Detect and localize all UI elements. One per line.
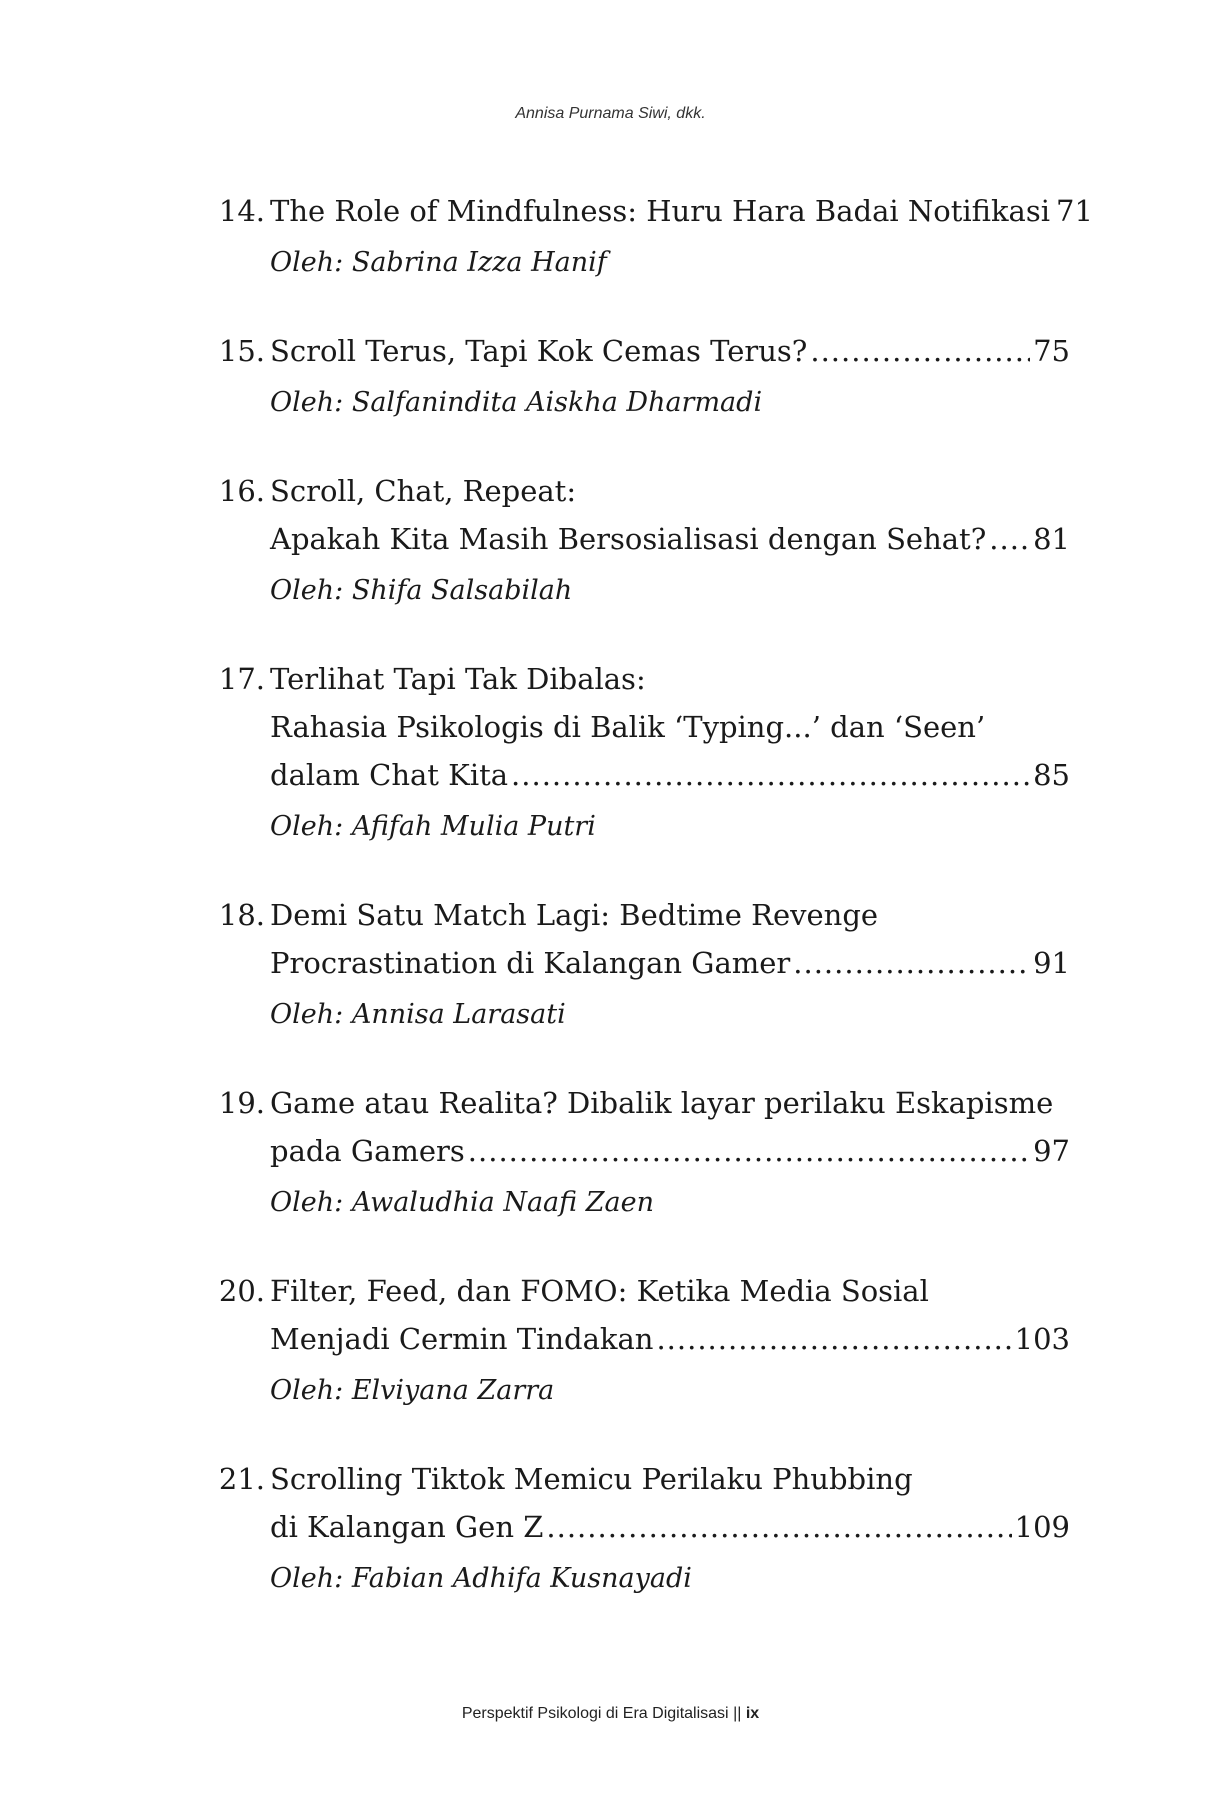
toc-entry-title-line <box>270 515 1070 563</box>
table-of-contents <box>210 187 1093 1643</box>
dot-leader <box>511 751 1030 799</box>
toc-entry-title-line: Demi Satu Match Lagi: Bedtime Revenge <box>270 898 879 932</box>
toc-entry-number: 21. <box>218 1462 265 1496</box>
toc-entry-title-line <box>270 1315 1070 1363</box>
dot-leader <box>810 327 1030 375</box>
toc-entry-page: 109 <box>1014 1510 1070 1544</box>
toc-entry-author: Oleh: Fabian Adhifa Kusnayadi <box>270 1563 692 1594</box>
toc-entry-page: 91 <box>1033 946 1070 980</box>
toc-entry-title: Apakah Kita Masih Bersosialisasi dengan Sehat? <box>270 522 987 556</box>
toc-entry-title: Menjadi Cermin Tindakan <box>270 1322 654 1356</box>
toc-entry-number: 14. <box>218 194 265 228</box>
toc-entry-title-line <box>270 1127 1070 1175</box>
dot-leader <box>656 1315 1011 1363</box>
toc-entry-title-line: Terlihat Tapi Tak Dibalas: <box>270 662 646 696</box>
toc-entry-page: 81 <box>1033 522 1070 556</box>
toc-entry-title: The Role of Mindfulness: Huru Hara Badai Notifikasi <box>270 194 1050 228</box>
dot-leader <box>793 939 1030 987</box>
toc-entry-title-line: Scrolling Tiktok Memicu Perilaku Phubbing <box>270 1462 913 1496</box>
toc-entry-title-line: Game atau Realita? Dibalik layar perilaku Eskapisme <box>270 1086 1054 1120</box>
toc-entry-page: 97 <box>1033 1134 1070 1168</box>
toc-entry <box>210 655 1070 851</box>
dot-leader <box>468 1127 1030 1175</box>
toc-entry <box>210 1079 1070 1227</box>
toc-entry-title-line: Filter, Feed, dan FOMO: Ketika Media Sosial <box>270 1274 929 1308</box>
footer-book-title: Perspektif Psikologi di Era Digitalisasi <box>461 1705 729 1722</box>
toc-entry-author: Oleh: Shifa Salsabilah <box>270 575 573 606</box>
toc-entry <box>210 187 1093 287</box>
toc-entry-number: 15. <box>218 334 265 368</box>
toc-entry-author: Oleh: Awaludhia Naafi Zaen <box>270 1187 654 1218</box>
toc-entry-page: 71 <box>1056 194 1093 228</box>
toc-entry-title-line <box>270 1503 1070 1551</box>
toc-entry-page: 85 <box>1033 758 1070 792</box>
dot-leader <box>546 1503 1011 1551</box>
toc-entry-title-line: Scroll, Chat, Repeat: <box>270 474 577 508</box>
toc-entry-author: Oleh: Salfanindita Aiskha Dharmadi <box>270 387 763 418</box>
toc-entry-title: di Kalangan Gen Z <box>270 1510 544 1544</box>
toc-entry-author: Oleh: Elviyana Zarra <box>270 1375 555 1406</box>
toc-entry-number: 17. <box>218 662 265 696</box>
toc-entry-page: 103 <box>1014 1322 1070 1356</box>
toc-entry-title: Scroll Terus, Tapi Kok Cemas Terus? <box>270 334 808 368</box>
toc-entry-title-line <box>270 187 1093 235</box>
toc-entry-title: pada Gamers <box>270 1134 465 1168</box>
toc-entry <box>210 1267 1070 1415</box>
toc-entry-title: dalam Chat Kita <box>270 758 509 792</box>
toc-entry <box>210 891 1070 1039</box>
toc-entry-number: 19. <box>218 1086 265 1120</box>
toc-entry-author: Oleh: Annisa Larasati <box>270 999 566 1030</box>
toc-entry-title: Procrastination di Kalangan Gamer <box>270 946 791 980</box>
footer-page-number: ix <box>745 1705 760 1722</box>
toc-entry-title-line <box>270 751 1070 799</box>
page-footer <box>0 1705 1221 1723</box>
dot-leader <box>989 515 1030 563</box>
toc-entry-title-line <box>270 939 1070 987</box>
toc-entry-title-line: Rahasia Psikologis di Balik ‘Typing...’ dan ‘Seen’ <box>270 710 986 744</box>
toc-entry-number: 18. <box>218 898 265 932</box>
toc-entry-author: Oleh: Sabrina Izza Hanif <box>270 247 607 278</box>
toc-entry-title-line <box>270 327 1070 375</box>
footer-separator: || <box>733 1705 742 1722</box>
toc-entry-number: 20. <box>218 1274 265 1308</box>
toc-entry <box>210 1455 1070 1603</box>
toc-entry-author: Oleh: Afifah Mulia Putri <box>270 811 596 842</box>
toc-entry-page: 75 <box>1033 334 1070 368</box>
running-head: Annisa Purnama Siwi, dkk. <box>515 105 706 122</box>
toc-entry <box>210 327 1070 427</box>
toc-entry-number: 16. <box>218 474 265 508</box>
toc-entry <box>210 467 1070 615</box>
